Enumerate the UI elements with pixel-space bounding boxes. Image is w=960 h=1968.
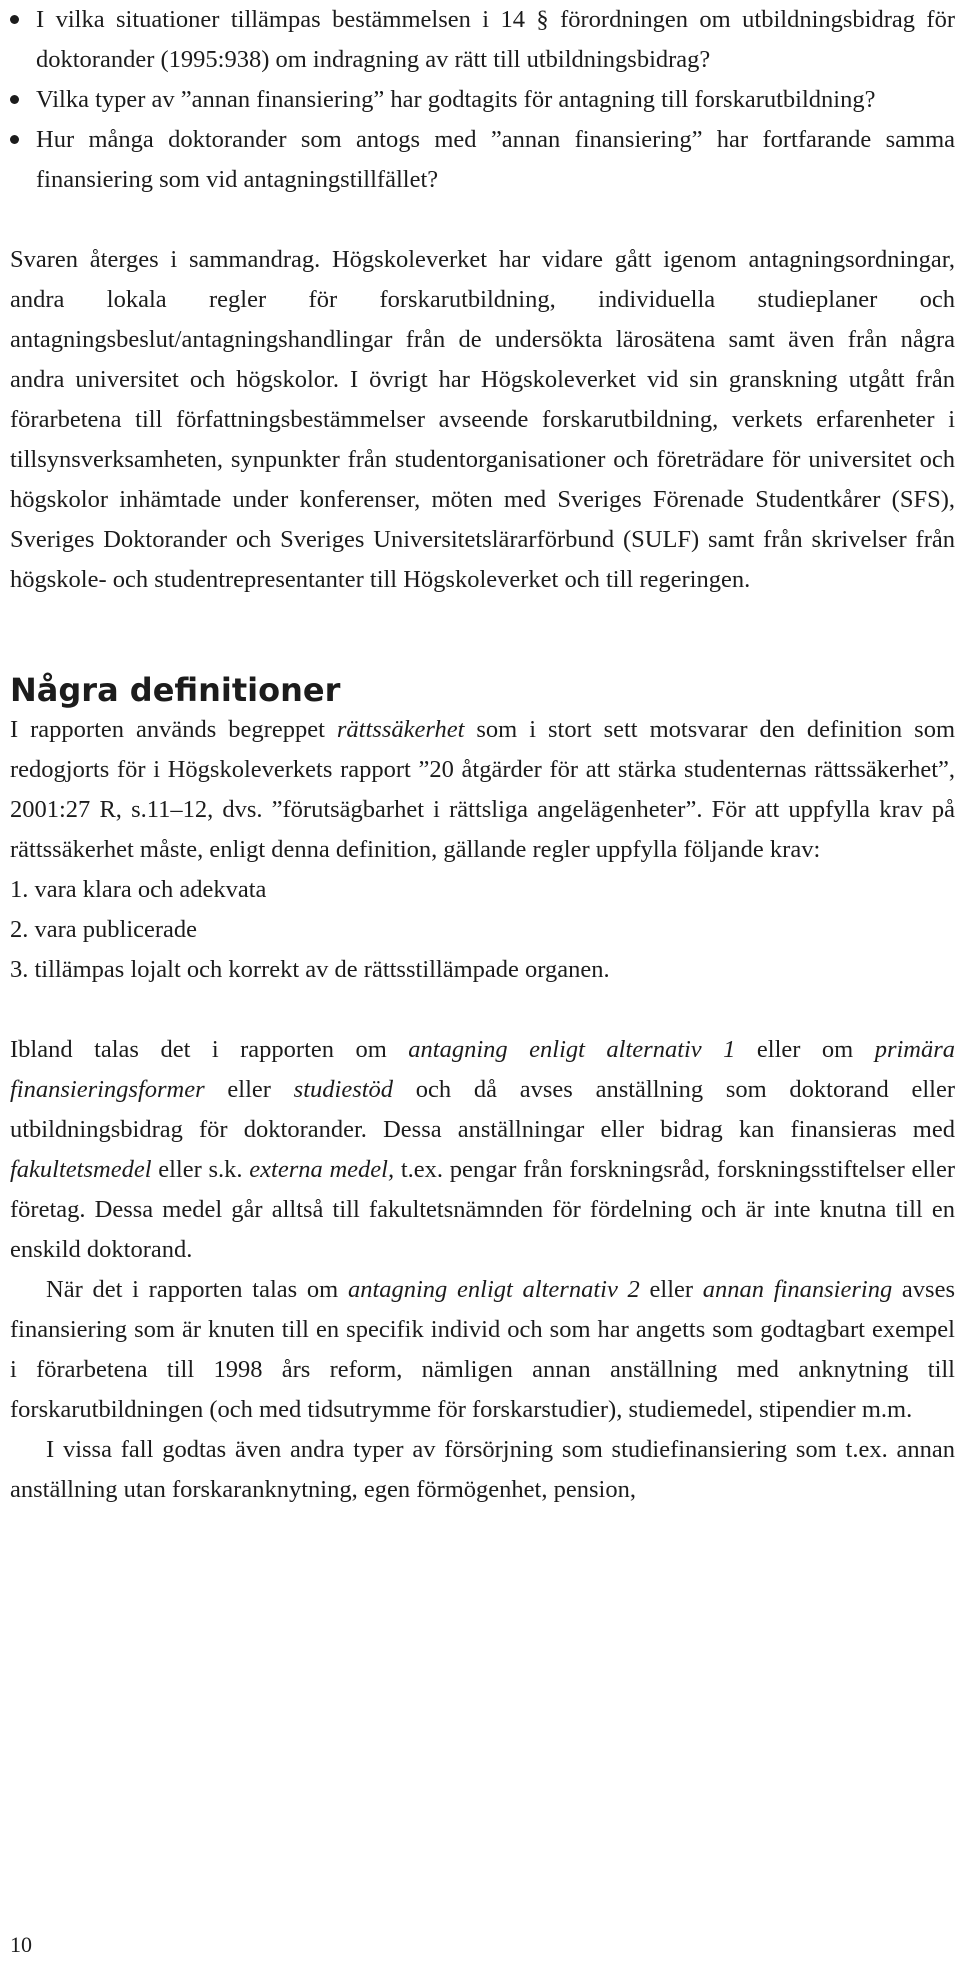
requirements-list <box>10 870 955 990</box>
document-page <box>10 0 955 1510</box>
list-item: I vilka situationer tillämpas bestämmelsen i 14 § förordningen om utbildningsbidrag för doktorander (1995:938) om indragning av rätt till utbildningsbidrag? <box>10 0 955 80</box>
alternative-1-paragraph: Ibland talas det i rapporten om antagning enligt alternativ 1 eller om primära finansieringsformer eller studiestöd och då avses anställning som doktorand eller utbildningsbidrag för doktorander. Dessa anställningar eller bidrag kan finansieras med fakultetsmedel eller s.k. externa medel, t.ex. pengar från forskningsråd, forskningsstiftelser eller företag. Dessa medel går alltså till fakultetsnämnden för fördelning och är inte knutna till en enskild doktorand. <box>10 1036 956 1263</box>
section-heading: Några definitioner <box>10 671 341 709</box>
bullet-icon <box>10 135 19 144</box>
page-number: 10 <box>10 1932 32 1957</box>
list-item: Vilka typer av ”annan finansiering” har godtagits för antagning till forskarutbildning? <box>10 80 955 120</box>
list-item: 2. vara publicerade <box>10 916 198 943</box>
list-item: 1. vara klara och adekvata <box>10 876 267 903</box>
bullet-icon <box>10 95 19 104</box>
other-support-paragraph: I vissa fall godtas även andra typer av försörjning som studiefinansiering som t.ex. annan anställning utan forskaranknytning, egen förmögenhet, pension, <box>10 1436 955 1503</box>
summary-paragraph: Svaren återges i sammandrag. Högskoleverket har vidare gått igenom antagningsordningar, andra lokala regler för forskarutbildning, individuella studieplaner och antagningsbeslut/antagningshandlingar från de undersökta lärosätena samt även från några andra universitet och högskolor. I övrigt har Högskoleverket vid sin granskning utgått från förarbetena till författningsbestämmelser avseende forskarutbildning, verkets erfarenheter i tillsynsverksamheten, synpunkter från studentorganisationer och företrädare för universitet och högskolor inhämtade under konferenser, möten med Sveriges Förenade Studentkårer (SFS), Sveriges Doktorander och Sveriges Universitetslärarförbund (SULF) samt från skrivelser från högskole- och studentrepresentanter till Högskoleverket och till regeringen. <box>10 246 955 593</box>
list-item: 3. tillämpas lojalt och korrekt av de rättsstillämpade organen. <box>10 956 610 983</box>
alternative-2-paragraph: När det i rapporten talas om antagning enligt alternativ 2 eller annan finansiering avses finansiering som är knuten till en specifik individ och som har angetts som godtagbart exempel i förarbetena till 1998 års reform, nämligen annan anställning med anknytning till forskarutbildningen (och med tidsutrymme för forskarstudier), studiemedel, stipendier m.m. <box>10 1276 956 1423</box>
definition-paragraph: I rapporten används begreppet rättssäkerhet som i stort sett motsvarar den definition som redogjorts för i Högskoleverkets rapport ”20 åtgärder för att stärka studenternas rättssäkerhet”, 2001:27 R, s.11–12, dvs. ”förutsägbarhet i rättsliga angelägenheter”. För att uppfylla krav på rättssäkerhet måste, enligt denna definition, gällande regler uppfylla följande krav: <box>10 716 956 863</box>
question-list <box>10 0 955 200</box>
list-item: Hur många doktorander som antogs med ”annan finansiering” har fortfarande samma finansiering som vid antagningstillfället? <box>10 120 955 200</box>
bullet-icon <box>10 15 19 24</box>
